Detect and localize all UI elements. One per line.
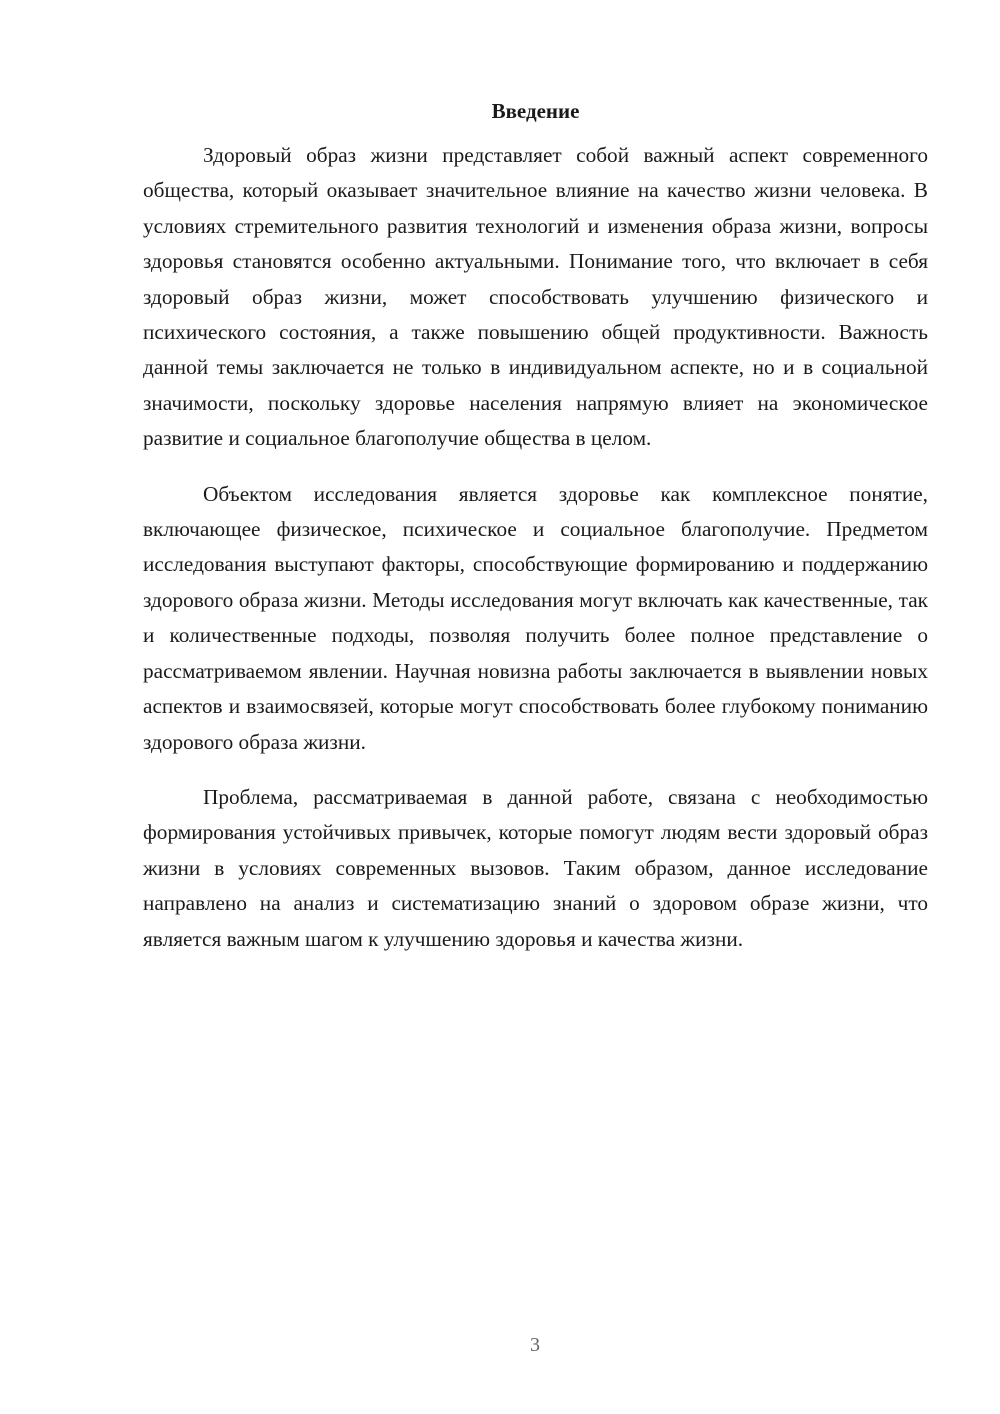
section-heading: Введение xyxy=(491,99,580,123)
paragraph-problem: Проблема, рассматриваемая в данной работе, связана с необходимостью формирования устойчивых привычек, которые помогут людям вести здоровый образ жизни в условиях современных вызовов. Таким образом, данное исследование направлено на анализ и систематизацию знаний о здоровом образе жизни, что является важным шагом к улучшению здоровья и качества жизни. xyxy=(143,784,928,951)
paragraph-intro: Здоровый образ жизни представляет собой важный аспект современного общества, который оказывает значительное влияние на качество жизни человека. В условиях стремительного развития технологий и изменения образа жизни, вопросы здоровья становятся особенно актуальными. Понимание того, что включает в себя здоровый образ жизни, может способствовать улучшению физического и психического состояния, а также повышению общей продуктивности. Важность данной темы заключается не только в индивидуальном аспекте, но и в социальной значимости, поскольку здоровье населения напрямую влияет на экономическое развитие и социальное благополучие общества в целом. xyxy=(143,143,928,451)
page-content xyxy=(143,96,928,957)
page-number: 3 xyxy=(530,1334,540,1356)
paragraph-object-subject: Объектом исследования является здоровье как комплексное понятие, включающее физическое, психическое и социальное благополучие. Предметом исследования выступают факторы, способствующие формированию и поддержанию здорового образа жизни. Методы исследования могут включать как качественные, так и количественные подходы, позволяя получить более полное представление о рассматриваемом явлении. Научная новизна работы заключается в выявлении новых аспектов и взаимосвязей, которые могут способствовать более глубокому пониманию здорового образа жизни. xyxy=(143,481,928,754)
